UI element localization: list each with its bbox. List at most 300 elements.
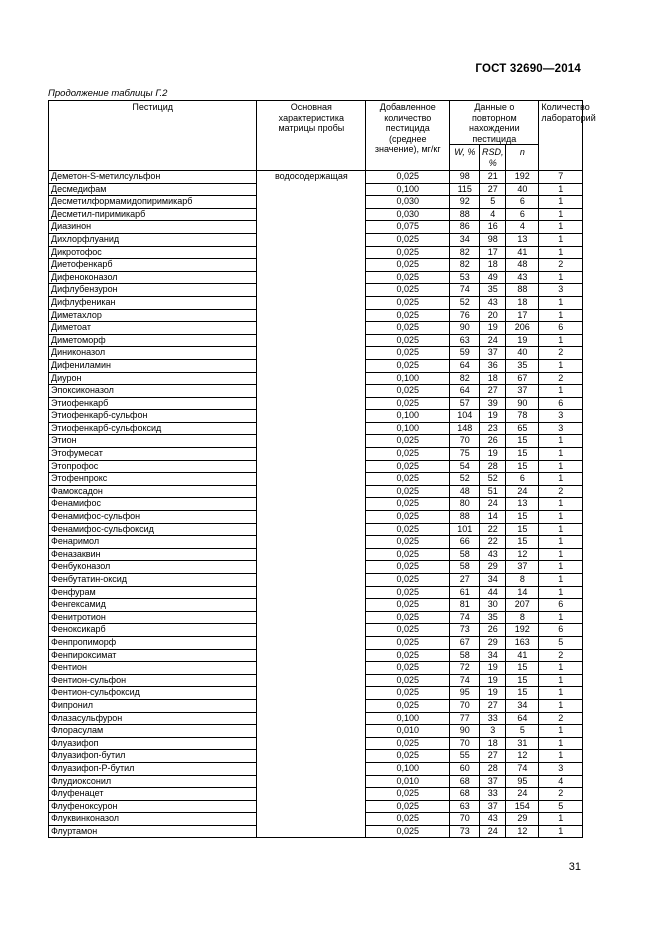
w-percent: 82 — [450, 372, 480, 385]
pesticide-name: Фенбуконазол — [49, 561, 257, 574]
n-count: 37 — [506, 561, 539, 574]
pesticide-name: Диметоат — [49, 322, 257, 335]
lab-count: 1 — [539, 221, 583, 234]
n-count: 17 — [506, 309, 539, 322]
pesticide-name: Диазинон — [49, 221, 257, 234]
added-amount: 0,025 — [366, 397, 450, 410]
added-amount: 0,025 — [366, 825, 450, 838]
w-percent: 74 — [450, 674, 480, 687]
lab-count: 1 — [539, 699, 583, 712]
w-percent: 72 — [450, 662, 480, 675]
w-percent: 92 — [450, 196, 480, 209]
table-row — [49, 171, 583, 184]
n-count: 19 — [506, 334, 539, 347]
added-amount: 0,025 — [366, 296, 450, 309]
rsd-percent: 51 — [480, 485, 506, 498]
lab-count: 1 — [539, 511, 583, 524]
pesticide-name: Этиофенкарб-сульфоксид — [49, 422, 257, 435]
w-percent: 64 — [450, 359, 480, 372]
pesticide-name: Диметоморф — [49, 334, 257, 347]
n-count: 13 — [506, 233, 539, 246]
header-n: n — [506, 145, 539, 171]
added-amount: 0,030 — [366, 208, 450, 221]
rsd-percent: 18 — [480, 737, 506, 750]
pesticide-name: Флорасулам — [49, 725, 257, 738]
pesticide-table — [48, 100, 596, 838]
w-percent: 80 — [450, 498, 480, 511]
lab-count: 3 — [539, 422, 583, 435]
pesticide-name: Флуквинконазол — [49, 813, 257, 826]
n-count: 40 — [506, 183, 539, 196]
w-percent: 101 — [450, 523, 480, 536]
n-count: 6 — [506, 208, 539, 221]
lab-count: 2 — [539, 259, 583, 272]
rsd-percent: 28 — [480, 460, 506, 473]
lab-count: 1 — [539, 611, 583, 624]
pesticide-name: Фенамифос — [49, 498, 257, 511]
pesticide-name: Флуазифоп — [49, 737, 257, 750]
lab-count: 6 — [539, 599, 583, 612]
pesticide-name: Десметилформамидопиримикарб — [49, 196, 257, 209]
added-amount: 0,025 — [366, 435, 450, 448]
rsd-percent: 18 — [480, 372, 506, 385]
pesticide-name: Диурон — [49, 372, 257, 385]
n-count: 29 — [506, 813, 539, 826]
lab-count: 1 — [539, 246, 583, 259]
n-count: 95 — [506, 775, 539, 788]
lab-count: 1 — [539, 208, 583, 221]
lab-count: 7 — [539, 171, 583, 184]
pesticide-name: Флудиоксонил — [49, 775, 257, 788]
added-amount: 0,025 — [366, 359, 450, 372]
added-amount: 0,025 — [366, 448, 450, 461]
pesticide-name: Фенбутатин-оксид — [49, 574, 257, 587]
header-rsd: RSD, % — [480, 145, 506, 171]
n-count: 24 — [506, 788, 539, 801]
w-percent: 70 — [450, 813, 480, 826]
header-added-amount: Добавленное количество пестицида (среднее значение), мг/кг — [366, 101, 450, 171]
rsd-percent: 23 — [480, 422, 506, 435]
lab-count: 1 — [539, 561, 583, 574]
w-percent: 75 — [450, 448, 480, 461]
pesticide-name: Этофенпрокс — [49, 473, 257, 486]
rsd-percent: 49 — [480, 271, 506, 284]
pesticide-name: Фентион-сульфон — [49, 674, 257, 687]
rsd-percent: 19 — [480, 674, 506, 687]
pesticide-name: Диетофенкарб — [49, 259, 257, 272]
added-amount: 0,025 — [366, 322, 450, 335]
pesticide-name: Диметахлор — [49, 309, 257, 322]
added-amount: 0,025 — [366, 246, 450, 259]
added-amount: 0,025 — [366, 309, 450, 322]
rsd-percent: 19 — [480, 662, 506, 675]
pesticide-name: Флуазифоп-бутил — [49, 750, 257, 763]
pesticide-name: Флазасульфурон — [49, 712, 257, 725]
rsd-percent: 43 — [480, 296, 506, 309]
rsd-percent: 20 — [480, 309, 506, 322]
lab-count: 1 — [539, 359, 583, 372]
added-amount: 0,025 — [366, 171, 450, 184]
pesticide-name: Дикротофос — [49, 246, 257, 259]
lab-count: 1 — [539, 233, 583, 246]
rsd-percent: 27 — [480, 385, 506, 398]
n-count: 74 — [506, 762, 539, 775]
rsd-percent: 4 — [480, 208, 506, 221]
w-percent: 86 — [450, 221, 480, 234]
rsd-percent: 39 — [480, 397, 506, 410]
n-count: 12 — [506, 825, 539, 838]
w-percent: 55 — [450, 750, 480, 763]
added-amount: 0,025 — [366, 259, 450, 272]
n-count: 6 — [506, 473, 539, 486]
w-percent: 81 — [450, 599, 480, 612]
pesticide-name: Деметон-S-метилсульфон — [49, 171, 257, 184]
pesticide-name: Фентион — [49, 662, 257, 675]
lab-count: 3 — [539, 762, 583, 775]
n-count: 163 — [506, 636, 539, 649]
lab-count: 1 — [539, 825, 583, 838]
pesticide-name: Фенфурам — [49, 586, 257, 599]
w-percent: 98 — [450, 171, 480, 184]
w-percent: 104 — [450, 410, 480, 423]
pesticide-name: Фентион-сульфоксид — [49, 687, 257, 700]
header-w: W, % — [450, 145, 480, 171]
pesticide-name: Фенгексамид — [49, 599, 257, 612]
n-count: 13 — [506, 498, 539, 511]
added-amount: 0,025 — [366, 813, 450, 826]
rsd-percent: 5 — [480, 196, 506, 209]
added-amount: 0,025 — [366, 561, 450, 574]
w-percent: 64 — [450, 385, 480, 398]
w-percent: 82 — [450, 259, 480, 272]
rsd-percent: 37 — [480, 800, 506, 813]
w-percent: 48 — [450, 485, 480, 498]
pesticide-name: Этофумесат — [49, 448, 257, 461]
rsd-percent: 29 — [480, 561, 506, 574]
lab-count: 2 — [539, 347, 583, 360]
rsd-percent: 34 — [480, 649, 506, 662]
w-percent: 68 — [450, 775, 480, 788]
header-matrix: Основная характеристика матрицы пробы — [257, 101, 366, 171]
rsd-percent: 33 — [480, 712, 506, 725]
added-amount: 0,010 — [366, 775, 450, 788]
rsd-percent: 17 — [480, 246, 506, 259]
w-percent: 88 — [450, 511, 480, 524]
lab-count: 1 — [539, 196, 583, 209]
pesticide-name: Дифениламин — [49, 359, 257, 372]
added-amount: 0,025 — [366, 523, 450, 536]
lab-count: 3 — [539, 284, 583, 297]
pesticide-name: Этиофенкарб — [49, 397, 257, 410]
lab-count: 1 — [539, 737, 583, 750]
w-percent: 67 — [450, 636, 480, 649]
w-percent: 88 — [450, 208, 480, 221]
added-amount: 0,025 — [366, 271, 450, 284]
added-amount: 0,025 — [366, 788, 450, 801]
w-percent: 90 — [450, 322, 480, 335]
added-amount: 0,025 — [366, 485, 450, 498]
w-percent: 148 — [450, 422, 480, 435]
pesticide-name: Феноксикарб — [49, 624, 257, 637]
w-percent: 73 — [450, 825, 480, 838]
lab-count: 1 — [539, 385, 583, 398]
rsd-percent: 16 — [480, 221, 506, 234]
pesticide-name: Фенпропиморф — [49, 636, 257, 649]
added-amount: 0,025 — [366, 284, 450, 297]
added-amount: 0,025 — [366, 347, 450, 360]
added-amount: 0,025 — [366, 233, 450, 246]
n-count: 15 — [506, 536, 539, 549]
w-percent: 52 — [450, 296, 480, 309]
pesticide-name: Десмедифам — [49, 183, 257, 196]
n-count: 5 — [506, 725, 539, 738]
n-count: 206 — [506, 322, 539, 335]
added-amount: 0,025 — [366, 624, 450, 637]
rsd-percent: 24 — [480, 825, 506, 838]
n-count: 15 — [506, 460, 539, 473]
n-count: 15 — [506, 687, 539, 700]
rsd-percent: 19 — [480, 687, 506, 700]
n-count: 64 — [506, 712, 539, 725]
n-count: 4 — [506, 221, 539, 234]
header-lab-count: Количество лабораторий — [539, 101, 583, 171]
lab-count: 6 — [539, 624, 583, 637]
added-amount: 0,025 — [366, 649, 450, 662]
n-count: 43 — [506, 271, 539, 284]
added-amount: 0,025 — [366, 674, 450, 687]
rsd-percent: 43 — [480, 548, 506, 561]
n-count: 12 — [506, 750, 539, 763]
rsd-percent: 14 — [480, 511, 506, 524]
added-amount: 0,025 — [366, 611, 450, 624]
pesticide-name: Фенамифос-сульфон — [49, 511, 257, 524]
added-amount: 0,100 — [366, 422, 450, 435]
w-percent: 61 — [450, 586, 480, 599]
lab-count: 5 — [539, 636, 583, 649]
added-amount: 0,100 — [366, 183, 450, 196]
added-amount: 0,025 — [366, 636, 450, 649]
added-amount: 0,025 — [366, 511, 450, 524]
lab-count: 1 — [539, 498, 583, 511]
n-count: 65 — [506, 422, 539, 435]
pesticide-name: Фенамифос-сульфоксид — [49, 523, 257, 536]
rsd-percent: 21 — [480, 171, 506, 184]
lab-count: 6 — [539, 397, 583, 410]
n-count: 18 — [506, 296, 539, 309]
n-count: 192 — [506, 624, 539, 637]
added-amount: 0,025 — [366, 750, 450, 763]
n-count: 15 — [506, 448, 539, 461]
added-amount: 0,025 — [366, 662, 450, 675]
n-count: 40 — [506, 347, 539, 360]
table-continuation-caption: Продолжение таблицы Г.2 — [48, 88, 168, 99]
pesticide-name: Дихлорфлуанид — [49, 233, 257, 246]
w-percent: 52 — [450, 473, 480, 486]
pesticide-name: Дифеноконазол — [49, 271, 257, 284]
rsd-percent: 52 — [480, 473, 506, 486]
pesticide-name: Флуазифоп-Р-бутил — [49, 762, 257, 775]
lab-count: 1 — [539, 460, 583, 473]
n-count: 15 — [506, 662, 539, 675]
w-percent: 57 — [450, 397, 480, 410]
n-count: 48 — [506, 259, 539, 272]
n-count: 37 — [506, 385, 539, 398]
n-count: 14 — [506, 586, 539, 599]
lab-count: 3 — [539, 410, 583, 423]
rsd-percent: 26 — [480, 435, 506, 448]
pesticide-name: Этиофенкарб-сульфон — [49, 410, 257, 423]
pesticide-name: Флуфенацет — [49, 788, 257, 801]
n-count: 24 — [506, 485, 539, 498]
added-amount: 0,025 — [366, 548, 450, 561]
lab-count: 4 — [539, 775, 583, 788]
added-amount: 0,100 — [366, 712, 450, 725]
rsd-percent: 24 — [480, 498, 506, 511]
rsd-percent: 37 — [480, 347, 506, 360]
lab-count: 2 — [539, 649, 583, 662]
pesticide-name: Этион — [49, 435, 257, 448]
added-amount: 0,025 — [366, 586, 450, 599]
lab-count: 1 — [539, 271, 583, 284]
rsd-percent: 27 — [480, 183, 506, 196]
w-percent: 70 — [450, 737, 480, 750]
rsd-percent: 35 — [480, 284, 506, 297]
rsd-percent: 34 — [480, 574, 506, 587]
w-percent: 76 — [450, 309, 480, 322]
n-count: 34 — [506, 699, 539, 712]
page-number: 31 — [568, 861, 581, 873]
lab-count: 1 — [539, 687, 583, 700]
rsd-percent: 19 — [480, 322, 506, 335]
rsd-percent: 18 — [480, 259, 506, 272]
w-percent: 90 — [450, 725, 480, 738]
w-percent: 54 — [450, 460, 480, 473]
rsd-percent: 37 — [480, 775, 506, 788]
w-percent: 73 — [450, 624, 480, 637]
rsd-percent: 43 — [480, 813, 506, 826]
n-count: 207 — [506, 599, 539, 612]
lab-count: 5 — [539, 800, 583, 813]
w-percent: 70 — [450, 435, 480, 448]
added-amount: 0,025 — [366, 473, 450, 486]
lab-count: 1 — [539, 296, 583, 309]
w-percent: 63 — [450, 334, 480, 347]
w-percent: 53 — [450, 271, 480, 284]
w-percent: 74 — [450, 284, 480, 297]
n-count: 31 — [506, 737, 539, 750]
rsd-percent: 19 — [480, 410, 506, 423]
added-amount: 0,025 — [366, 800, 450, 813]
lab-count: 2 — [539, 712, 583, 725]
w-percent: 77 — [450, 712, 480, 725]
standard-number: ГОСТ 32690—2014 — [475, 63, 581, 75]
pesticide-name: Этопрофос — [49, 460, 257, 473]
rsd-percent: 26 — [480, 624, 506, 637]
lab-count: 1 — [539, 309, 583, 322]
rsd-percent: 27 — [480, 750, 506, 763]
n-count: 154 — [506, 800, 539, 813]
rsd-percent: 30 — [480, 599, 506, 612]
added-amount: 0,025 — [366, 498, 450, 511]
rsd-percent: 22 — [480, 536, 506, 549]
lab-count: 1 — [539, 574, 583, 587]
lab-count: 1 — [539, 586, 583, 599]
w-percent: 58 — [450, 649, 480, 662]
w-percent: 63 — [450, 800, 480, 813]
n-count: 15 — [506, 523, 539, 536]
lab-count: 1 — [539, 435, 583, 448]
rsd-percent: 44 — [480, 586, 506, 599]
added-amount: 0,100 — [366, 762, 450, 775]
n-count: 192 — [506, 171, 539, 184]
lab-count: 1 — [539, 473, 583, 486]
n-count: 15 — [506, 511, 539, 524]
rsd-percent: 36 — [480, 359, 506, 372]
lab-count: 1 — [539, 334, 583, 347]
pesticide-name: Дифлуфеникан — [49, 296, 257, 309]
pesticide-name: Флуфеноксурон — [49, 800, 257, 813]
lab-count: 1 — [539, 662, 583, 675]
pesticide-name: Флуртамон — [49, 825, 257, 838]
w-percent: 60 — [450, 762, 480, 775]
added-amount: 0,025 — [366, 385, 450, 398]
w-percent: 34 — [450, 233, 480, 246]
lab-count: 2 — [539, 485, 583, 498]
n-count: 8 — [506, 611, 539, 624]
pesticide-name: Диниконазол — [49, 347, 257, 360]
n-count: 88 — [506, 284, 539, 297]
w-percent: 58 — [450, 561, 480, 574]
pesticide-name: Феназаквин — [49, 548, 257, 561]
matrix-characteristic: водосодержащая — [257, 171, 366, 838]
added-amount: 0,025 — [366, 737, 450, 750]
w-percent: 66 — [450, 536, 480, 549]
n-count: 8 — [506, 574, 539, 587]
lab-count: 2 — [539, 788, 583, 801]
added-amount: 0,100 — [366, 372, 450, 385]
lab-count: 1 — [539, 674, 583, 687]
added-amount: 0,025 — [366, 334, 450, 347]
added-amount: 0,025 — [366, 599, 450, 612]
added-amount: 0,025 — [366, 460, 450, 473]
w-percent: 59 — [450, 347, 480, 360]
lab-count: 2 — [539, 372, 583, 385]
pesticide-name: Фенпироксимат — [49, 649, 257, 662]
lab-count: 1 — [539, 523, 583, 536]
lab-count: 1 — [539, 448, 583, 461]
added-amount: 0,100 — [366, 410, 450, 423]
lab-count: 1 — [539, 725, 583, 738]
w-percent: 58 — [450, 548, 480, 561]
added-amount: 0,075 — [366, 221, 450, 234]
added-amount: 0,030 — [366, 196, 450, 209]
header-pesticide: Пестицид — [49, 101, 257, 171]
n-count: 78 — [506, 410, 539, 423]
n-count: 15 — [506, 435, 539, 448]
w-percent: 82 — [450, 246, 480, 259]
w-percent: 68 — [450, 788, 480, 801]
n-count: 41 — [506, 649, 539, 662]
added-amount: 0,010 — [366, 725, 450, 738]
rsd-percent: 3 — [480, 725, 506, 738]
rsd-percent: 33 — [480, 788, 506, 801]
lab-count: 1 — [539, 183, 583, 196]
n-count: 15 — [506, 674, 539, 687]
pesticide-name: Эпоксиконазол — [49, 385, 257, 398]
lab-count: 6 — [539, 322, 583, 335]
n-count: 67 — [506, 372, 539, 385]
header-repeat-data: Данные о повторном нахождении пестицида — [450, 101, 539, 145]
